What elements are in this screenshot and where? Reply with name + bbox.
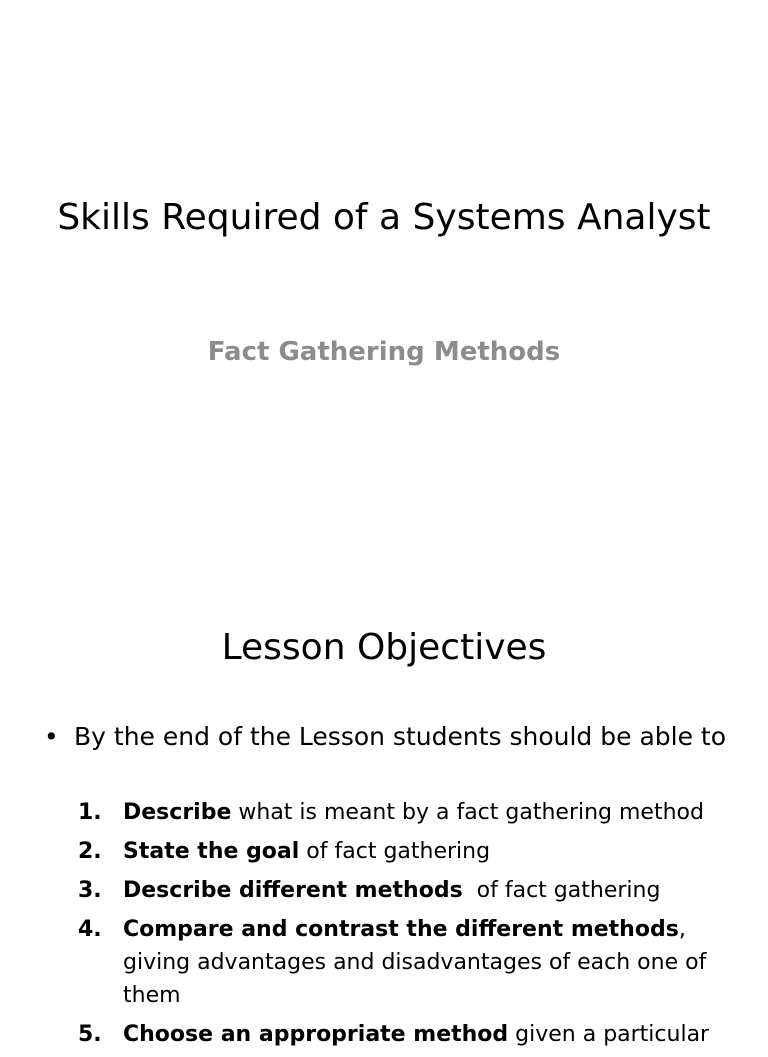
objective-number: 2.	[78, 839, 102, 864]
bullet-icon: •	[44, 722, 59, 751]
slide-title: Skills Required of a Systems Analyst	[57, 197, 711, 238]
objective-text	[123, 874, 738, 907]
objectives-slide	[0, 576, 768, 1047]
objectives-title: Lesson Objectives	[221, 627, 547, 668]
objective-item	[78, 1018, 738, 1051]
slide-subtitle: Fact Gathering Methods	[207, 337, 561, 367]
objective-rest: of fact gathering	[299, 839, 491, 864]
objective-number: 3.	[78, 878, 102, 903]
objective-text	[123, 913, 738, 1012]
objective-bold: Describe different methods	[123, 878, 463, 903]
objective-rest: of fact gathering	[462, 878, 661, 903]
objective-rest: , giving advantages and disadvantages of each one of them	[123, 917, 707, 1008]
objective-item	[78, 913, 738, 1012]
objective-bold: State the goal	[123, 839, 300, 864]
objective-rest: given a particular	[508, 1022, 710, 1047]
objective-bold: Choose an appropriate method	[123, 1022, 509, 1047]
objective-rest: what is meant by a fact gathering method	[231, 800, 704, 825]
objective-number: 4.	[78, 917, 102, 942]
objective-text	[123, 1018, 738, 1051]
objectives-list	[78, 796, 738, 1057]
objective-text	[123, 835, 738, 868]
objective-number: 1.	[78, 800, 102, 825]
objective-text	[123, 796, 738, 829]
objective-number: 5.	[78, 1022, 102, 1047]
objective-bold: Describe	[123, 800, 232, 825]
intro-text: By the end of the Lesson students should be able to	[74, 722, 727, 751]
objective-item	[78, 835, 738, 868]
objective-item	[78, 796, 738, 829]
intro-bullet	[44, 718, 728, 755]
objective-item	[78, 874, 738, 907]
objective-bold: Compare and contrast the different methods	[123, 917, 679, 942]
